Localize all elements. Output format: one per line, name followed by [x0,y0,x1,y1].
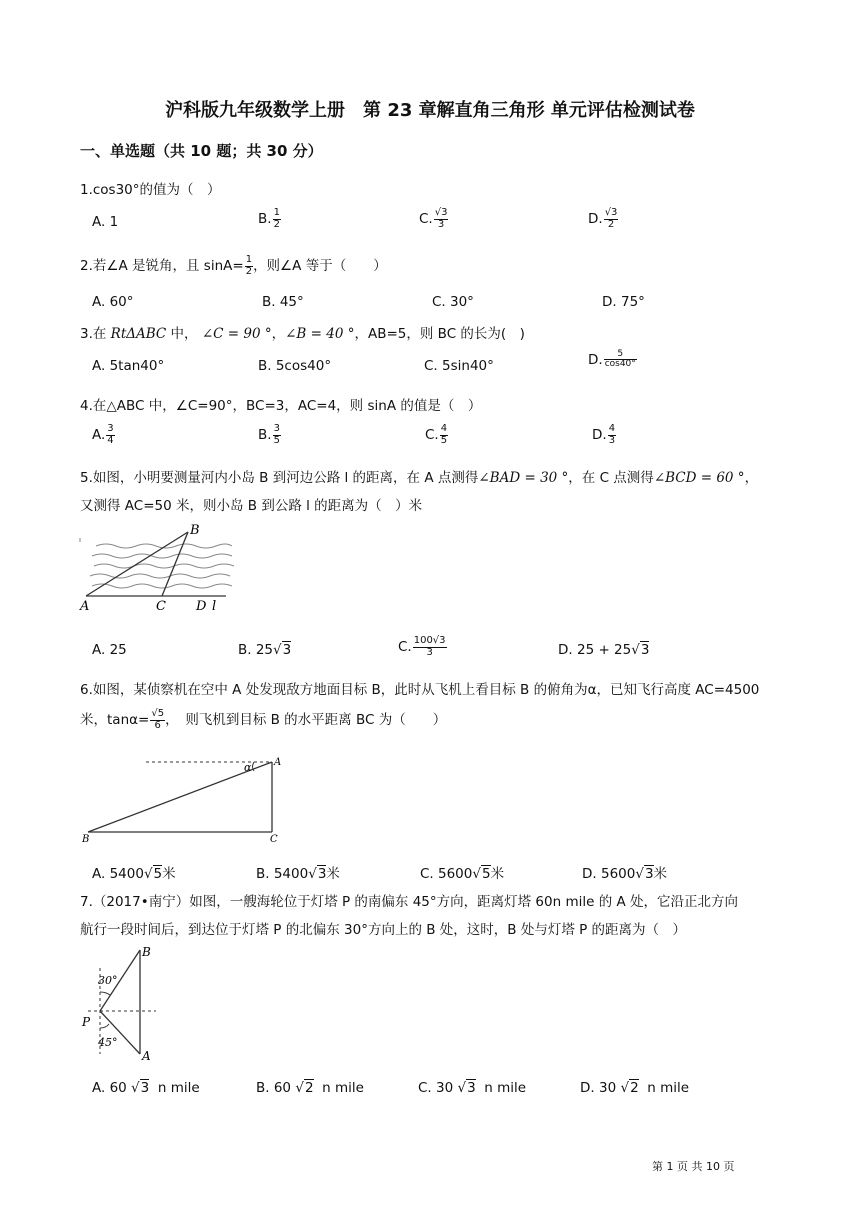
q7-option-b: B. 60 √2 n mile [256,1080,364,1096]
question-4-stem: 4.在△ABC 中，∠C=90°，BC=3，AC=4，则 sinA 的值是（ ） [80,398,482,414]
q1-option-d: D. $\frac{√3}{2}$ [588,207,618,230]
page-footer: 第 1 页 共 10 页 [652,1160,735,1173]
label-alpha: α [244,761,252,774]
q4-option-c: C. $\frac{4}{5}$ [425,423,448,446]
river-waves [80,538,234,588]
q5-option-c: C. $\frac{100√3}{3}$ [398,635,446,658]
question-2-stem: 2.若∠A 是锐角，且 sinA= $\frac{1}{2}$ ，则∠A 等于（ ） [80,254,387,277]
q1-option-b: B. $\frac{1}{2}$ [258,207,280,230]
q6-option-c: C. 5600√5米 [420,866,505,882]
question-1-stem: 1.cos30°的值为（ ） [80,182,221,198]
question-5-figure [78,520,238,615]
q2-option-c: C. 30° [432,294,474,310]
q6-option-b: B. 5400√3米 [256,866,340,882]
section-heading: 一、单选题（共 10 题；共 30 分） [80,142,323,160]
q2-option-a: A. 60° [92,294,134,310]
q6-option-a: A. 5400√5米 [92,866,176,882]
page-title: 沪科版九年级数学上册 第 23 章解直角三角形 单元评估检测试卷 [165,100,695,121]
question-7-line2: 航行一段时间后，到达位于灯塔 P 的北偏东 30°方向上的 B 处，这时，B 处与灯塔 P 的距离为（ ） [80,922,687,938]
label-45-degrees: 45° [98,1036,118,1049]
q1-option-a: A. 1 [92,214,119,230]
q2-option-d: D. 75° [602,294,645,310]
q3-option-b: B. 5cos40° [258,358,332,374]
label-b: B [82,834,90,844]
question-3-stem: 3.在 RtΔABC 中， ∠C = 90 °，∠B = 40 °，AB=5，则 BC 的长为( ) [80,326,525,342]
label-b: B [142,945,151,959]
label-p: P [82,1015,91,1029]
label-a: A [80,599,90,614]
q7-option-c: C. 30 √3 n mile [418,1080,527,1096]
q2-option-b: B. 45° [262,294,304,310]
label-l: l [212,599,217,614]
q4-option-a: A. $\frac{3}{4}$ [92,423,114,446]
label-c: C [156,599,166,614]
question-7-figure [80,942,170,1064]
question-6-figure [78,752,288,844]
question-6-line2: 米，tanα= $\frac{√5}{6}$ ， 则飞机到目标 B 的水平距离 BC 为（ ） [80,708,447,731]
angle-arc-30 [100,992,110,995]
label-b: B [190,523,200,538]
label-30-degrees: 30° [98,974,118,987]
question-5-line2: 又测得 AC=50 米，则小岛 B 到公路 l 的距离为（ ）米 [80,498,423,514]
question-6-line1: 6.如图，某侦察机在空中 A 处发现敌方地面目标 B，此时从飞机上看目标 B 的俯角为α，已知飞行高度 AC=4500 [80,682,760,698]
angle-arc-45 [100,1024,109,1028]
q4-option-b: B. $\frac{3}{5}$ [258,423,280,446]
label-a: A [274,757,282,768]
q7-option-d: D. 30 √2 n mile [580,1080,690,1096]
label-a: A [142,1049,151,1063]
q4-option-d: D. $\frac{4}{3}$ [592,423,616,446]
q5-option-b: B. 25√3 [238,642,292,658]
q3-option-d: D. $\frac{5}{\cos 40^\circ}$ [588,349,636,370]
label-c: C [270,834,278,844]
label-d: D [196,599,207,614]
q7-option-a: A. 60 √3 n mile [92,1080,200,1096]
angle-arc [253,762,255,771]
question-7-line1: 7.（2017•南宁）如图，一艘海轮位于灯塔 P 的南偏东 45°方向，距离灯塔 60n mile 的 A 处，它沿正北方向 [80,894,739,910]
question-5-line1: 5.如图，小明要测量河内小岛 B 到河边公路 l 的距离，在 A 点测得∠BAD = 30 °，在 C 点测得∠BCD = 60 °， [80,470,759,486]
q3-option-a: A. 5tan40° [92,358,165,374]
q5-option-d: D. 25 + 25√3 [558,642,650,658]
q5-option-a: A. 25 [92,642,127,658]
q6-option-d: D. 5600√3米 [582,866,668,882]
q3-option-c: C. 5sin40° [424,358,494,374]
q1-option-c: C. $\frac{√3}{3}$ [419,207,448,230]
